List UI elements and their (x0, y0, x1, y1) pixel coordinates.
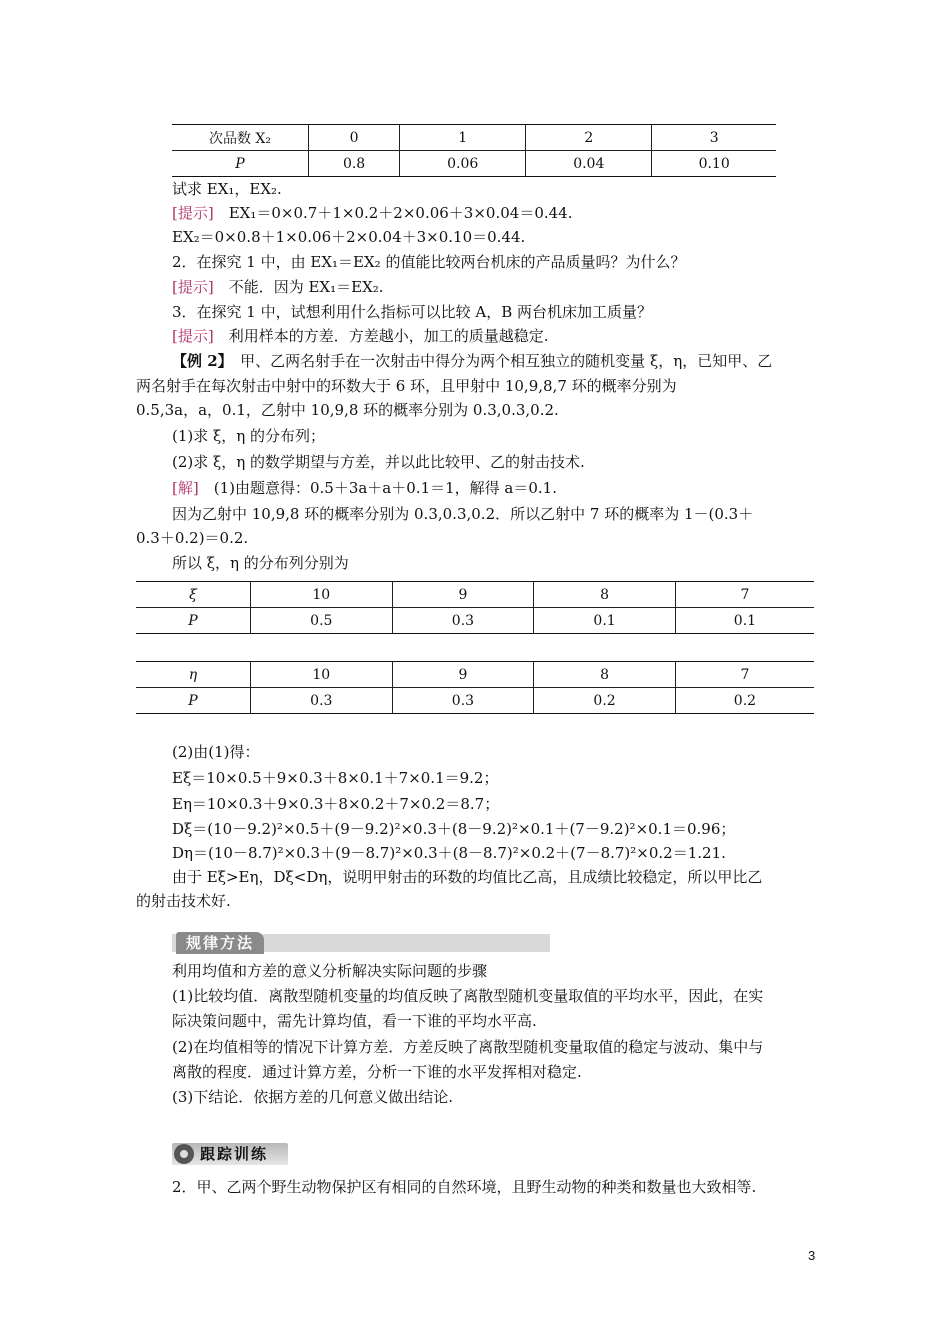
table-row (136, 662, 814, 688)
table-cell: 10 (251, 662, 393, 688)
table-cell: 7 (675, 582, 814, 608)
table-cell: P (172, 151, 309, 177)
hint-label: [提示] (172, 204, 214, 222)
table-cell: 9 (392, 662, 534, 688)
text-span: (1)由题意得：0.5＋3a＋a＋0.1＝1，解得 a＝0.1. (198, 479, 557, 497)
table-cell: 0.5 (251, 608, 393, 634)
text-line: 的射击技术好. (136, 892, 231, 910)
table-row (172, 151, 776, 177)
text-line (172, 325, 549, 347)
text-line (172, 477, 557, 499)
text-line: 因为乙射中 10,9,8 环的概率分别为 0.3,0.3,0.2．所以乙射中 7 环的概率为 1－(0.3＋ (172, 505, 754, 523)
text-line: 2．甲、乙两个野生动物保护区有相同的自然环境，且野生动物的种类和数量也大致相等. (172, 1178, 757, 1196)
text-line: (2)由(1)得： (172, 743, 260, 761)
table-row (136, 582, 814, 608)
page-number: 3 (808, 1248, 816, 1263)
text-line: 3．在探究 1 中，试想利用什么指标可以比较 A，B 两台机床加工质量？ (172, 303, 653, 321)
text-line: Dη＝(10－8.7)²×0.3＋(9－8.7)²×0.3＋(8－8.7)²×0.2＋(7－8.7)²×0.2＝1.21. (172, 844, 726, 862)
text-line: 际决策问题中，需先计算均值，看一下谁的平均水平高. (172, 1012, 537, 1030)
text-line: 0.5,3a，a，0.1，乙射中 10,9,8 环的概率分别为 0.3,0.3,0.2. (136, 401, 559, 419)
example-label: 【例 2】 (172, 352, 226, 370)
text-line: Eξ＝10×0.5＋9×0.3＋8×0.1＋7×0.1＝9.2； (172, 769, 499, 787)
table-row (172, 125, 776, 151)
table-cell: 0.3 (392, 688, 534, 714)
table-cell: 2 (526, 125, 652, 151)
text-line (172, 276, 384, 298)
eta-distribution-table (136, 661, 814, 714)
table-cell: 0.2 (534, 688, 676, 714)
table-cell: P (136, 688, 251, 714)
table-cell: 0 (309, 125, 400, 151)
table-cell: η (136, 662, 251, 688)
table-cell: 0.3 (251, 688, 393, 714)
hint-label: [提示] (172, 278, 214, 296)
table-row (136, 608, 814, 634)
table-cell: 0.10 (652, 151, 776, 177)
hint-label: [提示] (172, 327, 214, 345)
text-line (172, 350, 772, 372)
text-line: 0.3＋0.2)＝0.2. (136, 529, 249, 547)
text-span: EX₁＝0×0.7＋1×0.2＋2×0.06＋3×0.04＝0.44. (213, 204, 573, 222)
table-cell: 8 (534, 662, 676, 688)
text-line (172, 202, 572, 224)
text-line: 所以 ξ，η 的分布列分别为 (172, 554, 349, 572)
table-cell: 0.2 (675, 688, 814, 714)
text-line: Dξ＝(10－9.2)²×0.5＋(9－9.2)²×0.3＋(8－9.2)²×0.1＋(7－9.2)²×0.1＝0.96； (172, 820, 736, 838)
table-cell: 10 (251, 582, 393, 608)
table-cell: 0.1 (534, 608, 676, 634)
method-section-banner (172, 934, 550, 952)
target-icon (174, 1144, 194, 1164)
text-line: (3)下结论．依据方差的几何意义做出结论. (172, 1088, 454, 1106)
text-span: 利用样本的方差．方差越小，加工的质量越稳定. (213, 327, 549, 345)
table-cell: P (136, 608, 251, 634)
table-cell: ξ (136, 582, 251, 608)
table-cell: 0.8 (309, 151, 400, 177)
text-line: (1)求 ξ，η 的分布列； (172, 427, 326, 445)
text-line: (2)求 ξ，η 的数学期望与方差，并以此比较甲、乙的射击技术. (172, 453, 585, 471)
text-line: 2．在探究 1 中，由 EX₁＝EX₂ 的值能比较两台机床的产品质量吗？为什么？ (172, 253, 686, 271)
text-line: 两名射手在每次射击中射中的环数大于 6 环，且甲射中 10,9,8,7 环的概率分别为 (136, 377, 677, 395)
table-cell: 3 (652, 125, 776, 151)
table-cell: 7 (675, 662, 814, 688)
text-line: 离散的程度．通过计算方差，分析一下谁的水平发挥相对稳定. (172, 1063, 582, 1081)
xi-distribution-table (136, 581, 814, 634)
text-line: 由于 Eξ>Eη，Dξ<Dη，说明甲射击的环数的均值比乙高，且成绩比较稳定，所以甲比乙 (172, 868, 763, 886)
text-line: 利用均值和方差的意义分析解决实际问题的步骤 (172, 962, 488, 980)
defect-distribution-table (172, 124, 776, 177)
method-banner-label: 规律方法 (176, 932, 264, 954)
table-cell: 0.04 (526, 151, 652, 177)
table-cell: 1 (400, 125, 526, 151)
table-cell: 0.3 (392, 608, 534, 634)
table-row (136, 688, 814, 714)
table-cell: 9 (392, 582, 534, 608)
table-cell: 0.06 (400, 151, 526, 177)
table-cell: 8 (534, 582, 676, 608)
text-line: (2)在均值相等的情况下计算方差．方差反映了离散型随机变量取值的稳定与波动、集中与 (172, 1038, 764, 1056)
text-line: EX₂＝0×0.8＋1×0.06＋2×0.04＋3×0.10＝0.44. (172, 228, 526, 246)
table-cell: 0.1 (675, 608, 814, 634)
table-cell: 次品数 X₂ (172, 125, 309, 151)
training-section-banner (172, 1143, 288, 1165)
text-line: Eη＝10×0.3＋9×0.3＋8×0.2＋7×0.2＝8.7； (172, 795, 500, 813)
text-line: (1)比较均值．离散型随机变量的均值反映了离散型随机变量取值的平均水平，因此，在实 (172, 987, 764, 1005)
text-span: 甲、乙两名射手在一次射击中得分为两个相互独立的随机变量 ξ，η，已知甲、乙 (225, 352, 773, 370)
training-banner-label: 跟踪训练 (200, 1145, 269, 1163)
solution-label: [解] (172, 479, 199, 497)
text-line: 试求 EX₁，EX₂. (172, 180, 282, 198)
text-span: 不能．因为 EX₁＝EX₂. (213, 278, 384, 296)
